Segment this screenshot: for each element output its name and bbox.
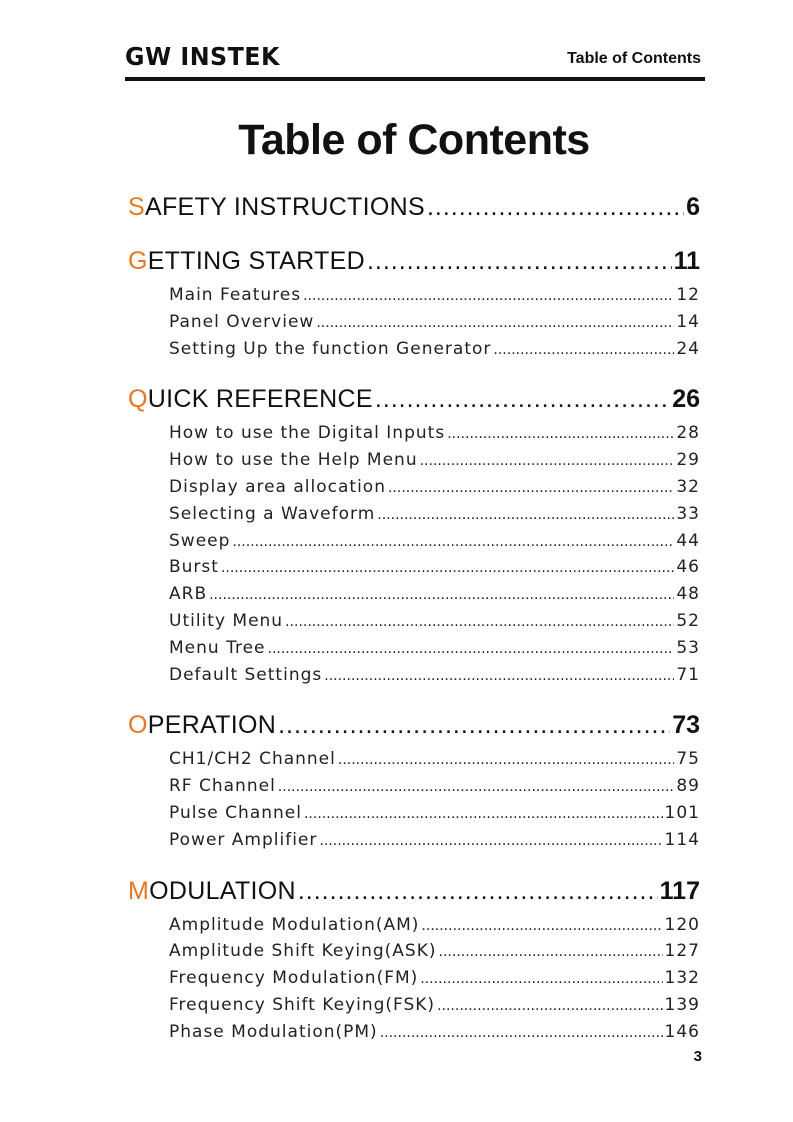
toc-entry[interactable]: [169, 638, 700, 665]
toc-entry[interactable]: [169, 665, 700, 692]
entry-label: Selecting a Waveform: [169, 503, 376, 524]
section-initial: O: [128, 711, 148, 740]
section-entries: [169, 749, 700, 856]
entry-page: 114: [664, 829, 700, 850]
dot-leader: [421, 915, 662, 935]
toc-entry[interactable]: [169, 611, 700, 638]
dot-leader: [268, 638, 675, 658]
toc-entry[interactable]: [169, 941, 700, 968]
section-title: AFETY INSTRUCTIONS: [144, 193, 425, 221]
dot-leader: [447, 423, 674, 443]
section-page: 6: [686, 193, 700, 221]
section-label: [128, 877, 296, 906]
toc-section: [128, 385, 700, 691]
toc-entry[interactable]: [169, 968, 700, 995]
entry-page: 44: [676, 530, 700, 551]
dot-leader: [439, 941, 663, 961]
toc-entry[interactable]: [169, 477, 700, 504]
section-page: 73: [672, 711, 700, 740]
section-heading[interactable]: [128, 711, 700, 745]
entry-page: 46: [676, 557, 700, 578]
entry-label: How to use the Digital Inputs: [169, 423, 446, 444]
entry-page: 139: [664, 994, 700, 1015]
entry-page: 101: [664, 802, 700, 823]
dot-leader: [380, 1022, 663, 1042]
entry-label: Pulse Channel: [169, 802, 302, 823]
entry-page: 32: [676, 476, 700, 497]
section-heading[interactable]: [128, 247, 700, 281]
toc-entry[interactable]: [169, 803, 700, 830]
dot-leader: [285, 611, 674, 631]
entry-label: Frequency Modulation(FM): [169, 968, 419, 989]
entry-label: Display area allocation: [169, 476, 386, 497]
toc-entry[interactable]: [169, 531, 700, 558]
section-initial: S: [128, 193, 145, 221]
entry-page: 24: [676, 338, 700, 359]
entry-page: 52: [676, 610, 700, 631]
entry-label: Burst: [169, 557, 219, 578]
entry-page: 29: [676, 450, 700, 471]
table-of-contents: [128, 193, 700, 1049]
section-label: [128, 247, 365, 276]
toc-entry[interactable]: [169, 450, 700, 477]
entry-label: Frequency Shift Keying(FSK): [169, 994, 436, 1015]
dot-leader: [221, 557, 674, 577]
entry-label: CH1/CH2 Channel: [169, 749, 336, 770]
entry-page: 53: [676, 637, 700, 658]
dot-leader: [427, 193, 684, 222]
entry-page: 28: [676, 423, 700, 444]
dot-leader: [278, 776, 675, 796]
entry-page: 33: [676, 503, 700, 524]
section-heading[interactable]: [128, 877, 700, 911]
entry-label: Sweep: [169, 530, 231, 551]
toc-section: [128, 877, 700, 1049]
toc-entry[interactable]: [169, 423, 700, 450]
dot-leader: [493, 339, 674, 359]
entry-label: Phase Modulation(PM): [169, 1021, 378, 1042]
toc-entry[interactable]: [169, 749, 700, 776]
entry-page: 48: [676, 584, 700, 605]
toc-entry[interactable]: [169, 557, 700, 584]
entry-label: How to use the Help Menu: [169, 450, 418, 471]
section-initial: M: [128, 876, 150, 905]
entry-label: Panel Overview: [169, 311, 315, 332]
section-page: 117: [659, 876, 700, 905]
entry-label: ARB: [169, 584, 208, 605]
dot-leader: [304, 803, 663, 823]
section-label: [128, 711, 276, 740]
dot-leader: [338, 749, 674, 769]
dot-leader: [420, 968, 662, 988]
entry-page: 89: [676, 776, 700, 797]
dot-leader: [209, 584, 674, 604]
dot-leader: [367, 247, 672, 276]
dot-leader: [437, 995, 662, 1015]
section-entries: [169, 285, 700, 365]
dot-leader: [303, 285, 674, 305]
toc-entry[interactable]: [169, 312, 700, 339]
entry-label: Utility Menu: [169, 610, 284, 631]
dot-leader: [298, 877, 658, 906]
section-initial: Q: [128, 385, 148, 414]
dot-leader: [319, 830, 662, 850]
toc-section: [128, 711, 700, 856]
entry-label: Default Settings: [169, 664, 323, 685]
section-title: PERATION: [147, 711, 277, 740]
entry-page: 75: [676, 749, 700, 770]
section-title: ODULATION: [149, 876, 296, 905]
section-label: [128, 385, 373, 414]
entry-label: Power Amplifier: [169, 829, 318, 850]
dot-leader: [375, 385, 670, 414]
section-heading[interactable]: [128, 193, 700, 227]
section-page: 11: [673, 247, 700, 275]
toc-section: [128, 247, 700, 365]
entry-page: 120: [664, 914, 700, 935]
dot-leader: [388, 477, 674, 497]
section-heading[interactable]: [128, 385, 700, 419]
toc-entry[interactable]: [169, 1022, 700, 1049]
dot-leader: [324, 665, 674, 685]
entry-label: Setting Up the function Generator: [169, 338, 492, 359]
section-label: [128, 193, 425, 222]
entry-page: 71: [676, 664, 700, 685]
header-rule: [125, 77, 705, 81]
page-header: [125, 40, 705, 82]
section-entries: [169, 423, 700, 691]
section-page: 26: [672, 385, 700, 414]
dot-leader: [316, 312, 674, 332]
toc-entry[interactable]: [169, 584, 700, 611]
toc-entry[interactable]: [169, 285, 700, 312]
toc-entry[interactable]: [169, 915, 700, 942]
entry-page: 146: [664, 1021, 700, 1042]
dot-leader: [278, 711, 670, 740]
entry-label: Menu Tree: [169, 637, 266, 658]
dot-leader: [377, 504, 674, 524]
gw-instek-logo: GW INSTEK: [125, 42, 280, 71]
entry-page: 14: [676, 311, 700, 332]
toc-entry[interactable]: [169, 995, 700, 1022]
section-initial: G: [128, 247, 148, 275]
toc-entry[interactable]: [169, 339, 700, 366]
toc-entry[interactable]: [169, 504, 700, 531]
dot-leader: [232, 531, 674, 551]
toc-section: [128, 193, 700, 227]
entry-label: RF Channel: [169, 776, 276, 797]
page-number: 3: [693, 1048, 702, 1065]
entry-label: Amplitude Modulation(AM): [169, 914, 420, 935]
entry-label: Amplitude Shift Keying(ASK): [169, 941, 437, 962]
section-entries: [169, 915, 700, 1049]
dot-leader: [420, 450, 675, 470]
entry-page: 12: [676, 285, 700, 305]
section-title: ETTING STARTED: [147, 247, 365, 275]
toc-entry[interactable]: [169, 830, 700, 857]
header-section-title: Table of Contents: [567, 50, 701, 67]
entry-page: 127: [664, 941, 700, 962]
entry-label: Main Features: [169, 285, 302, 305]
section-title: UICK REFERENCE: [147, 385, 373, 414]
entry-page: 132: [664, 968, 700, 989]
page-title: Table of Contents: [238, 116, 590, 164]
toc-entry[interactable]: [169, 776, 700, 803]
